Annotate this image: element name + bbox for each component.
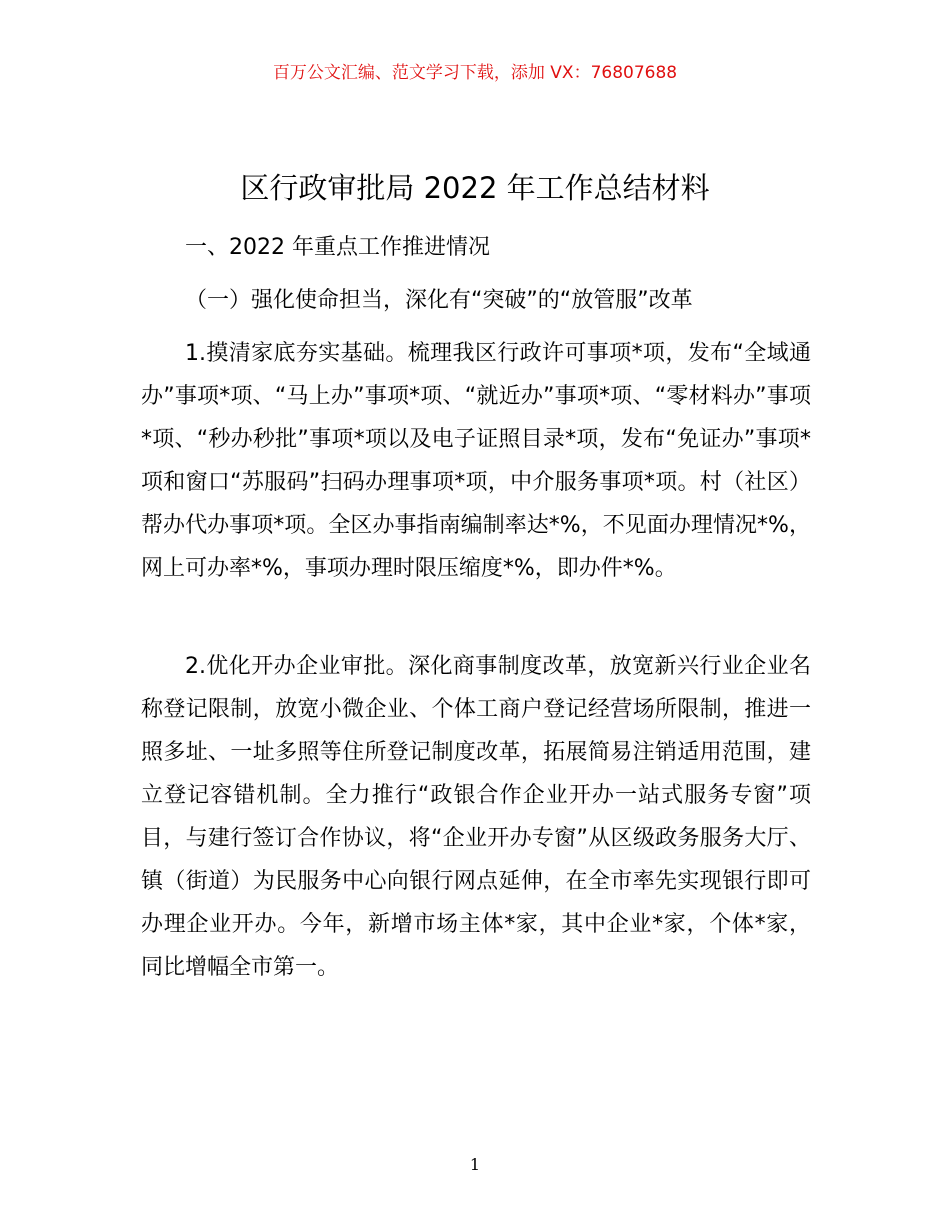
document-title: 区行政审批局 2022 年工作总结材料 <box>240 171 710 205</box>
header-ad-note: 百万公文汇编、范文学习下载，添加 VX：76807688 <box>272 63 678 83</box>
subsection-heading: （一）强化使命担当，深化有“突破”的“放管服”改革 <box>185 288 693 313</box>
paragraph: 1.摸清家底夯实基础。梳理我区行政许可事项*项，发布“全域通办”事项*项、“马上办”事项*项、“就近办”事项*项、“零材料办”事项*项、“秒办秒批”事项*项以及电子证照目录*项，发布“免证办”事项*项和窗口“苏服码”扫码办理事项*项，中介服务事项*项。村（社区）帮办代办事项*项。全区办事指南编制率达*%，不见面办理情况*%，网上可办率*%，事项办理时限压缩度*%，即办件*%。 <box>141 341 811 581</box>
paragraph: 2.优化开办企业审批。深化商事制度改革，放宽新兴行业企业名称登记限制，放宽小微企业、个体工商户登记经营场所限制，推进一照多址、一址多照等住所登记制度改革，拓展简易注销适用范围，建立登记容错机制。全力推行“政银合作企业开办一站式服务专窗”项目，与建行签订合作协议，将“企业开办专窗”从区级政务服务大厅、镇（街道）为民服务中心向银行网点延伸，在全市率先实现银行即可办理企业开办。今年，新增市场主体*家，其中企业*家，个体*家，同比增幅全市第一。 <box>141 654 811 980</box>
page-number: 1 <box>469 1155 481 1174</box>
section-heading: 一、2022 年重点工作推进情况 <box>185 235 490 260</box>
